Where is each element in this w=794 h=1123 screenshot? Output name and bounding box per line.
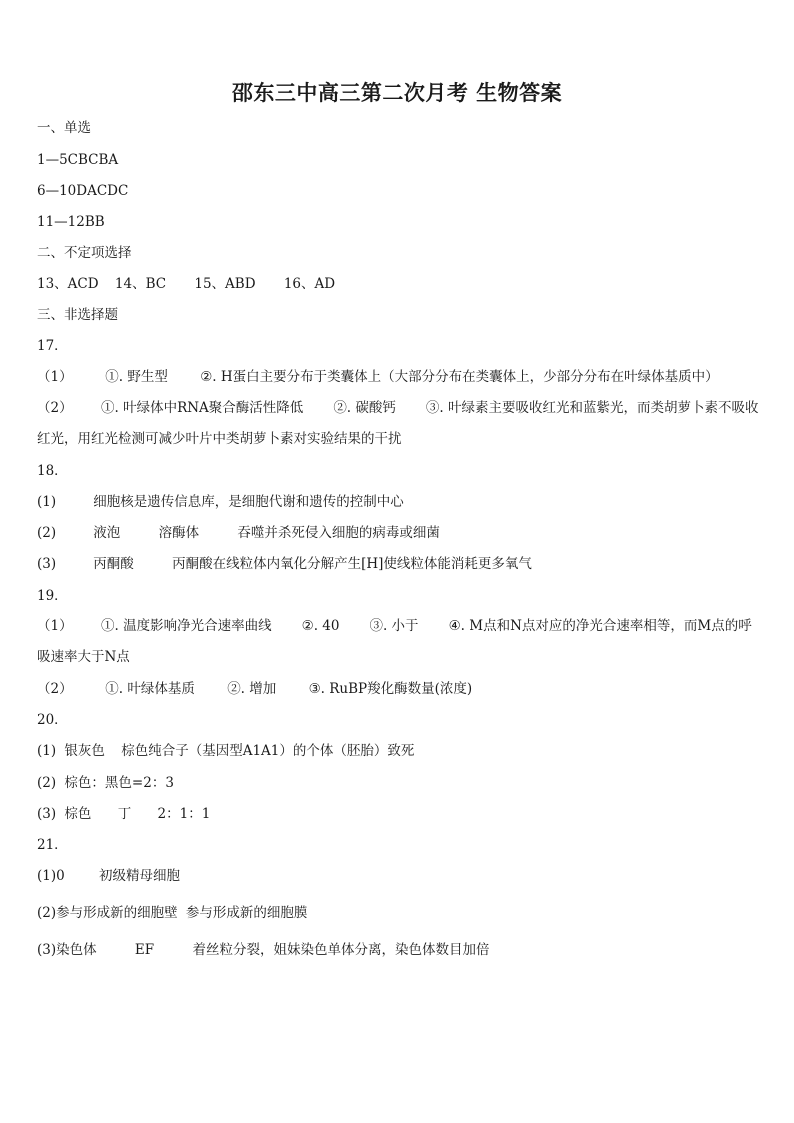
answer-text: 丙酮酸	[93, 556, 134, 572]
question-number: 20．	[37, 712, 68, 728]
part-label: (1)	[37, 494, 57, 510]
question-number: 21．	[37, 837, 68, 853]
q18-part2	[37, 524, 440, 542]
answer-text: 2：1：1	[157, 806, 211, 822]
q17-part1	[37, 368, 719, 386]
answer-text: ③. 叶绿素主要吸收红光和蓝紫光，而类胡萝卜素不吸收红光，用红光检测可减少叶片中类胡萝卜素对实验结果的干扰	[37, 400, 759, 447]
answer-text: ①. 野生型	[105, 369, 168, 385]
question-number: 19．	[37, 588, 68, 604]
answer-text: ①. 叶绿体中RNA聚合酶活性降低	[101, 400, 304, 416]
section-heading-single-choice: 一、单选	[37, 120, 91, 136]
q21-part2	[37, 904, 307, 922]
answer-item: 15、ABD	[194, 276, 256, 292]
answer-line: 1—5CBCBA	[37, 152, 119, 168]
part-label: （2）	[37, 681, 73, 697]
part-label: （2）	[37, 400, 73, 416]
part-label: (2)	[37, 775, 57, 791]
q18-part3	[37, 555, 532, 573]
answer-text: 着丝粒分裂，姐妹染色单体分离，染色体数目加倍	[192, 942, 490, 958]
answer-text: ③. 小于	[369, 618, 419, 634]
q20-part3	[37, 805, 210, 823]
answer-text: ①. 叶绿体基质	[105, 681, 195, 697]
answer-item: 13、ACD	[37, 276, 99, 292]
part-label: (3)	[37, 942, 57, 958]
q21-part1	[37, 867, 180, 885]
answer-text: 棕色：黑色=2：3	[64, 775, 174, 791]
multi-choice-answers	[37, 275, 335, 293]
part-label: (3)	[37, 556, 57, 572]
answer-text: 棕色纯合子（基因型A1A1）的个体（胚胎）致死	[121, 743, 415, 759]
answer-text: ③. RuBP羧化酶数量(浓度)	[308, 681, 473, 697]
q19-part1	[37, 611, 759, 673]
question-number: 18．	[37, 463, 68, 479]
answer-text: 棕色	[64, 806, 92, 822]
answer-text: ①. 温度影响净光合速率曲线	[101, 618, 272, 634]
answer-text: 染色体	[56, 942, 97, 958]
answer-text: 银灰色	[64, 743, 105, 759]
answer-text: ④. M点和N点对应的净光合速率相等，而M点的呼吸速率大于N点	[37, 618, 752, 665]
q18-part1	[37, 493, 404, 511]
q20-part2	[37, 774, 174, 792]
answer-text: ②. H蛋白主要分布于类囊体上（大部分分布在类囊体上，少部分分布在叶绿体基质中）	[200, 369, 719, 385]
answer-line: 11—12BB	[37, 214, 105, 230]
q19-part2	[37, 680, 472, 698]
part-label: (2)	[37, 525, 57, 541]
part-label: (1)	[37, 868, 57, 884]
q20-part1	[37, 742, 414, 760]
answer-text: 丙酮酸在线粒体内氧化分解产生[H]使线粒体能消耗更多氧气	[172, 556, 532, 572]
section-heading-multi-choice: 二、不定项选择	[37, 245, 132, 261]
part-label: (1)	[37, 743, 57, 759]
answer-item: 16、AD	[283, 276, 336, 292]
answer-text: 溶酶体	[158, 525, 200, 541]
answer-item: 14、BC	[114, 276, 167, 292]
answer-text: ②. 40	[301, 618, 340, 634]
answer-text: EF	[134, 942, 155, 958]
part-label: (3)	[37, 806, 57, 822]
answer-text: 初级精母细胞	[99, 868, 181, 884]
answer-text: 0	[56, 868, 65, 884]
answer-text: 丁	[117, 806, 132, 822]
answer-text: 细胞核是遗传信息库，是细胞代谢和遗传的控制中心	[93, 494, 404, 510]
part-label: （1）	[37, 369, 73, 385]
answer-text: 参与形成新的细胞壁	[56, 905, 178, 921]
section-heading-non-choice: 三、非选择题	[37, 307, 118, 323]
part-label: （1）	[37, 618, 73, 634]
answer-text: 参与形成新的细胞膜	[185, 905, 308, 921]
answer-text: ②. 增加	[227, 681, 277, 697]
answer-text: 液泡	[93, 525, 121, 541]
answer-line: 6—10DACDC	[37, 183, 129, 199]
question-number: 17．	[37, 338, 68, 354]
part-label: (2)	[37, 905, 57, 921]
q17-part2	[37, 393, 759, 455]
answer-text: 吞噬并杀死侵入细胞的病毒或细菌	[237, 525, 440, 541]
page-title: 邵东三中高三第二次月考 生物答案	[231, 80, 563, 105]
answer-text: ②. 碳酸钙	[333, 400, 396, 416]
q21-part3	[37, 941, 489, 959]
